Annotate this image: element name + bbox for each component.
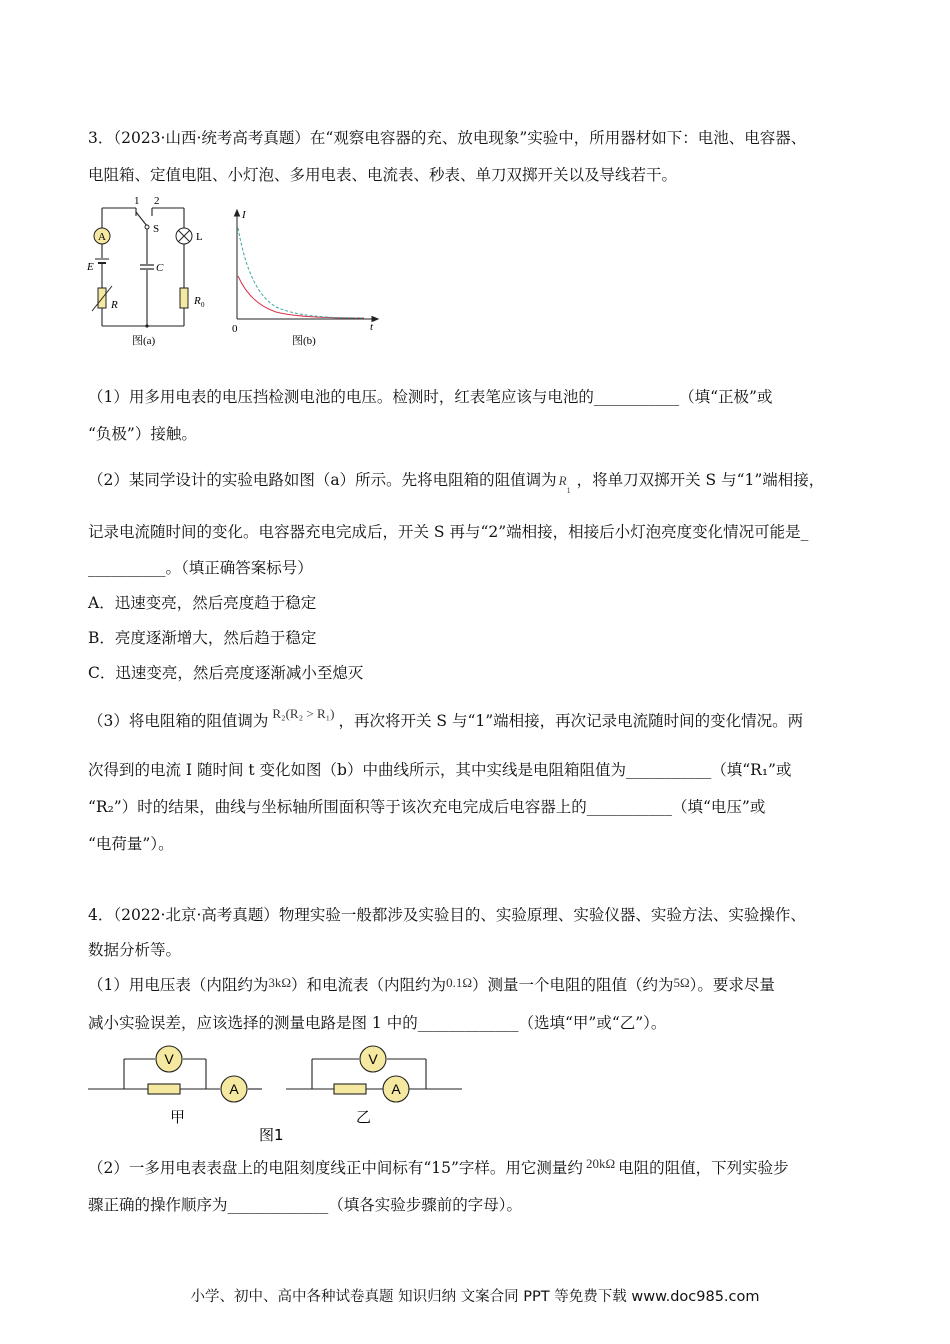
q4-part1-line2: 减小实验误差，应该选择的测量电路是图 1 中的_____________（选填“甲”或“乙”）。 [88,1014,667,1032]
rheostat-label: R [111,299,118,311]
q3-part2-line3: __________。（填正确答案标号） [88,559,313,577]
ammeter-jia-label: A [229,1081,239,1097]
q3-option-a: A．迅速变亮，然后亮度趋于稳定 [88,594,317,612]
q3-stem-line1: 3．（2023·山西·统考高考真题）在“观察电容器的充、放电现象”实验中，所用器材如下：电池、电容器、 [88,129,807,147]
label-yi: 乙 [356,1108,372,1126]
r0-subscript: 0 [201,301,205,309]
solid-curve [238,276,364,318]
figure-1-caption: 图1 [259,1126,284,1144]
ammeter-label: A [98,231,106,243]
figure-a-circuit [84,196,214,350]
q3-part1-line2: “负极”）接触。 [88,425,197,443]
q3-part1-line1: （1）用多用电表的电压挡检测电池的电压。检测时，红表笔应该与电池的___________（填“正极”或 [88,388,773,406]
switch-label: S [153,223,160,235]
axis-t-label: t [370,321,374,333]
origin-label: 0 [232,323,238,335]
q3-option-c: C．迅速变亮，然后亮度逐渐减小至熄灭 [88,664,364,682]
figure-a-caption: 图(a) [132,335,156,347]
voltmeter-yi-label: V [368,1051,378,1067]
q4-stem-line1: 4．（2022·北京·高考真题）物理实验一般都涉及实验目的、实验原理、实验仪器、实验方法、实验操作、 [88,906,806,924]
voltmeter-jia-label: V [164,1051,174,1067]
q4-part2-line2: 骤正确的操作顺序为_____________（填各实验步骤前的字母）。 [88,1196,523,1214]
figure-1-circuits [86,1034,476,1148]
page-footer: 小学、初中、高中各种试卷真题 知识归纳 文案合同 PPT 等免费下载 www.doc985.com [190,1289,760,1305]
q3-part3-line2: 次得到的电流 I 随时间 t 变化如图（b）中曲线所示，其中实线是电阻箱阻值为___________（填“R₁”或 [88,761,792,779]
q3-part3-line4: “电荷量”）。 [88,835,174,853]
q4-stem-line2: 数据分析等。 [88,941,182,959]
q3-option-b: B．亮度逐渐增大，然后趋于稳定 [88,629,317,647]
q3-part3-line1: （3）将电阻箱的阻值调为 $^{R_2(R_2 > R_1)}$ ，再次将开关 S 与“1”端相接，再次记录电流随时间的变化情况。两 [88,706,804,730]
capacitor-label: C [156,262,164,274]
q3-part2-line2: 记录电流随时间的变化。电容器充电完成后，开关 S 再与“2”端相接，相接后小灯泡亮度变化情况可能是_ [88,523,809,541]
switch-pos2-label: 2 [154,196,160,207]
dashed-curve [238,228,364,318]
lamp-label: L [196,231,203,243]
q3-part3-line3: “R₂”）时的结果，曲线与坐标轴所围面积等于该次充电完成后电容器上的___________（填“电压”或 [88,798,766,816]
q3-stem-line2: 电阻箱、定值电阻、小灯泡、多用电表、电流表、秒表、单刀双掷开关以及导线若干。 [88,166,678,184]
switch-pos1-label: 1 [134,196,140,207]
figure-b-caption: 图(b) [292,335,316,347]
ammeter-yi-label: A [391,1081,401,1097]
q4-part2-line1: （2）一多用电表表盘上的电阻刻度线正中间标有“15”字样。用它测量约 $^{20k\Omega}$ 电阻的阻值，下列实验步 [88,1156,789,1177]
label-jia: 甲 [170,1108,186,1126]
q4-part1-line1: （1）用电压表（内阻约为3kΩ）和电流表（内阻约为0.1Ω）测量一个电阻的阻值（约为5Ω）。要求尽量 [88,975,775,994]
figure-b-graph [226,206,386,351]
q3-part2-line1: （2）某同学设计的实验电路如图（a）所示。先将电阻箱的阻值调为 R 1 ，将单刀双掷开关 S 与“1”端相接， [88,471,825,495]
axis-i-label: I [242,209,246,221]
r0-label: R [194,295,201,307]
battery-label: E [87,261,94,273]
